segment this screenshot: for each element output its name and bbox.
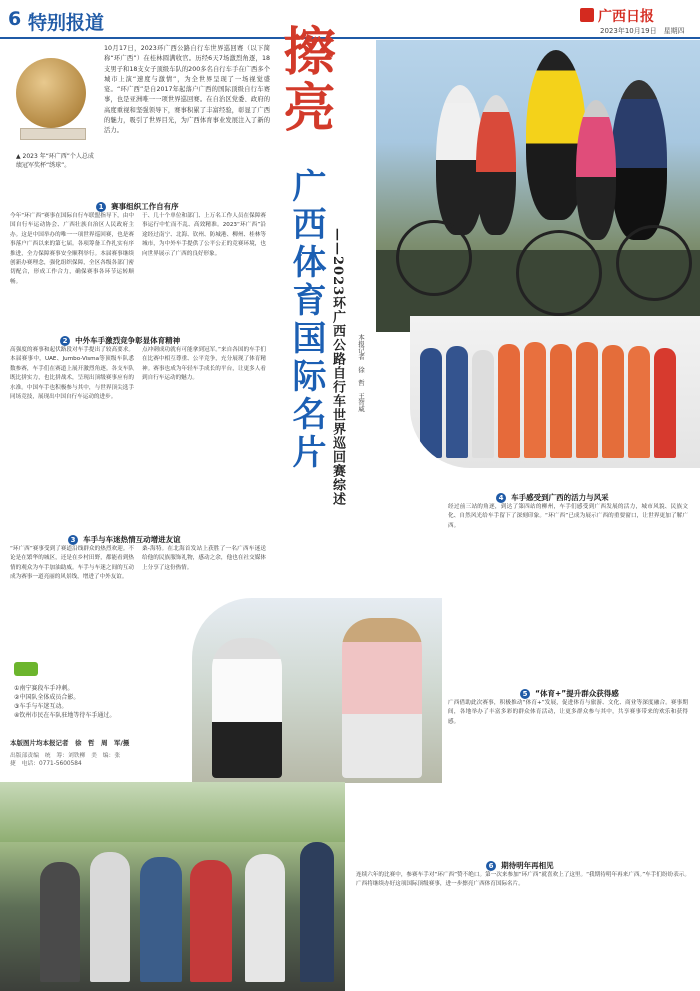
- rider-figure: [576, 100, 616, 240]
- subheadline: 广西体育国际名片: [286, 168, 326, 472]
- team-member: [446, 346, 468, 458]
- team-member: [576, 342, 598, 458]
- body-text: 连续六年的比赛中，参赛车手对“环广西”赞不绝口。第一次来参加“环广西”就喜欢上了这里。“我期待明年再来广西。”车手们纷纷表示。广西将继续办好这项国际顶级赛事，进一步擦亮广西体育国际名片。: [356, 872, 690, 888]
- byline: 本报记者 徐 哲 王智威: [357, 334, 365, 412]
- editor-info: 出版部责编 统 筹：刘铁柳 美 编：张 捷 电话：0771-5600584: [10, 753, 126, 767]
- section-heading-3: 3 车手与车迷热情互动增进友谊: [68, 527, 181, 546]
- section-number: 6: [8, 8, 22, 30]
- spectator: [190, 860, 232, 982]
- section-heading-2: 2 中外车手激烈竞争彰显体育精神: [60, 328, 180, 347]
- team-member: [472, 350, 494, 458]
- rider-figure: [611, 80, 667, 240]
- paper-logo-icon: [580, 8, 594, 22]
- team-member: [524, 342, 546, 458]
- page-header: [0, 0, 700, 40]
- body-text: 点冲刺成功就有可能拿到冠军。”来自各国的车手们在比赛中相互尊重、公平竞争，充分展现了体育精神。赛事也成为年轻车手成长的平台，让更多人看到自行车运动的魅力。: [142, 347, 266, 382]
- team-member: [654, 348, 676, 458]
- photo-legend: [14, 684, 184, 720]
- team-member: [550, 344, 572, 458]
- bike-wheel-icon: [396, 220, 472, 296]
- fan-figure: [342, 618, 422, 778]
- bike-wheel-icon: [616, 225, 692, 301]
- body-text: 高强度的赛事和起伏路段对车手提出了较高要求。本届赛事中，UAE、Jumbo-Visma等顶级车队悉数参赛，车手们在赛道上展开激烈角逐。各支车队既比拼实力，也比拼战术，呈现出顶级赛事应有的水准。中国车手也积极参与其中，与世界顶尖选手同场竞技，展现出中国自行车运动的进步。: [10, 347, 134, 401]
- section-title: 特别报道: [28, 12, 105, 34]
- photo-credit: 本版图片均本报记者 徐 哲 周 军/摄: [10, 739, 130, 747]
- section-heading-5: 5 “体育+”提升群众获得感: [520, 681, 619, 700]
- rider-figure: [476, 95, 516, 235]
- lead-paragraph: 10月17日，2023环广西公路自行车世界巡回赛（以下简称“环广西”）在桂林圆满收官。历经6天7场激烈角逐，18支男子和18支女子顶级车队的200多名自行车手在广西多个城市上演“速度与激情”，为全世界呈现了一场视觉盛宴。“环广西”是自2017年起落户广西的国际顶级自行车赛事，也是亚洲唯一一项世界巡回赛。在自治区党委、政府的高度重视和坚强领导下，赛事积累了丰富经验，彰显了广西的魅力，吸引了世界目光，为广西体育事业发展注入了新的活力。: [104, 45, 270, 135]
- section-heading-4: 4 车手感受到广西的活力与风采: [496, 485, 609, 504]
- trees: [0, 782, 345, 842]
- spectator: [90, 852, 130, 982]
- team-member: [602, 345, 624, 458]
- trophy-caption: ▲ 2023 年“环广西”个人总成绩冠军奖杯“绣球”。: [16, 153, 94, 169]
- section-heading-6: 6 期待明年再相见: [486, 853, 554, 872]
- spectators-photo: [0, 782, 345, 991]
- team-member: [420, 348, 442, 458]
- spectator: [40, 862, 80, 982]
- rider-signing-photo: [192, 598, 442, 783]
- dek: ——2023环广西公路自行车世界巡回赛综述: [330, 228, 345, 507]
- team-photo: [410, 316, 700, 468]
- legend-item: ①南宁赛段车手冲刺。: [14, 685, 74, 692]
- legend-item: ②中国队全体成员合影。: [14, 694, 80, 701]
- body-text: 今年“环广西”赛事在国际自行车联盟指导下，由中国自行车运动协会、广西壮族自治区人民政府主办。这是中国举办的唯一一项世界巡回赛，也是赛事落户广西以来的第七届。各项筹备工作扎实有序推进，全力保障赛事安全顺利举行。本届赛事继续创新办赛理念，强化组织保障，全区各级各部门密切配合，形成工作合力，确保赛事各环节运转顺畅。: [10, 213, 134, 285]
- legend-item: ④钦州市民在车队驻地等待车手通过。: [14, 712, 116, 719]
- section-heading-1: 1 赛事组织工作自有序: [96, 194, 179, 213]
- team-member: [498, 344, 520, 458]
- spectator: [140, 857, 182, 982]
- issue-date: 2023年10月19日 星期四: [600, 27, 685, 35]
- police-officer: [300, 842, 334, 982]
- headline: 擦亮: [274, 24, 335, 136]
- body-text: “环广西”赛事受到了赛道沿线群众的热烈欢迎。不论是在繁华的城区，还是在乡村田野，都能看到热情的观众为车手加油助威。车手与车迷之间的互动成为赛事一道亮丽的风景线，增进了中外友谊。: [10, 546, 134, 581]
- trophy-base: [20, 128, 86, 140]
- legend-item: ③车手与车迷互动。: [14, 703, 68, 710]
- spectator: [245, 854, 285, 982]
- rider-figure: [212, 638, 282, 778]
- paper-name: 广西日报: [598, 9, 654, 25]
- trophy-image: [16, 58, 86, 128]
- body-text: 桑-海特。在北海首发站上获胜了一名广西车迷送给他的民族服饰礼物，感动之余，他也在社交媒体上分享了这份热情。: [142, 546, 266, 571]
- team-member: [628, 346, 650, 458]
- body-text: 经过前三站的角逐，到达了第四站的柳州，车手们感受到广西发展的活力，城市风貌、民族文化、自然风光给车手留下了深刻印象。“环广西”已成为展示广西的重要窗口，让世界更加了解广西。: [448, 504, 688, 529]
- bike-wheel-icon: [516, 230, 602, 316]
- photo-legend-icon: [14, 662, 38, 676]
- body-text: 于、几十个单位和部门、上万名工作人员在保障赛事运行中忙而不乱、高效精准。2023“环广西”沿途经过南宁、北海、钦州、防城港、柳州、桂林等城市，为中外车手提供了公平公正的竞赛环境，也向世界展示了广西的良好形象。: [142, 213, 266, 257]
- cyclists-photo: [376, 40, 700, 332]
- body-text: 广西借助此次赛事，积极推动“体育+”发展，促进体育与旅游、文化、商业等深度融合。赛事期间，各地举办了丰富多彩的群众体育活动，让更多群众参与其中，共享赛事带来的欢乐和获得感。: [448, 700, 688, 725]
- header-rule: [0, 37, 700, 39]
